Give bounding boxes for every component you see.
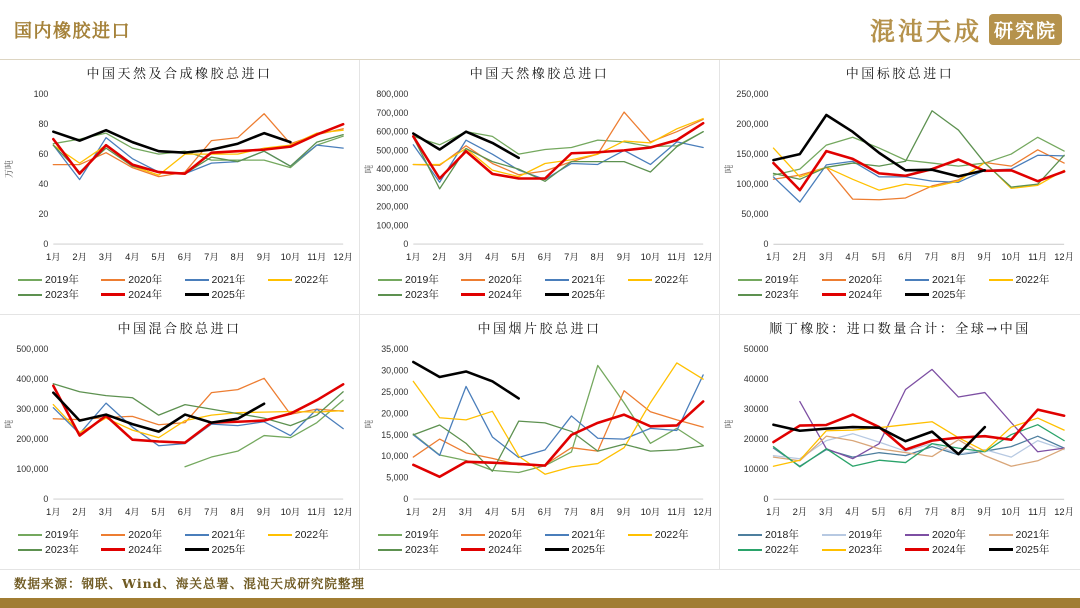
legend-label: 2023年 — [405, 544, 439, 556]
legend-item-2019年 — [18, 527, 101, 542]
legend-swatch-icon — [989, 548, 1013, 551]
legend-label: 2022年 — [654, 529, 689, 541]
legend-label: 2024年 — [128, 544, 163, 556]
legend-label: 2023年 — [405, 289, 439, 301]
svg-text:11月: 11月 — [1028, 251, 1048, 263]
legend-item-2025年 — [545, 287, 628, 302]
legend-label: 2021年 — [932, 274, 966, 286]
svg-text:6月: 6月 — [537, 251, 553, 262]
chart-cell-5 — [360, 315, 720, 570]
svg-text:11月: 11月 — [667, 251, 687, 262]
svg-text:4月: 4月 — [485, 251, 500, 262]
legend-item-2023年 — [18, 287, 101, 302]
svg-text:2月: 2月 — [72, 251, 87, 262]
legend-item-2020年 — [461, 527, 544, 542]
series-line-2020年 — [53, 114, 343, 177]
legend-swatch-icon — [545, 548, 569, 551]
svg-text:2月: 2月 — [432, 251, 447, 262]
svg-text:7月: 7月 — [564, 251, 579, 262]
series-line-2024年 — [413, 401, 703, 476]
legend-item-2022年 — [989, 272, 1073, 287]
chart-cell-3 — [720, 60, 1080, 315]
legend-swatch-icon — [628, 279, 652, 281]
series-line-2024年 — [53, 124, 343, 173]
svg-text:11月: 11月 — [307, 251, 327, 262]
legend-swatch-icon — [101, 548, 125, 551]
svg-text:4月: 4月 — [125, 251, 140, 262]
svg-text:7月: 7月 — [204, 251, 219, 262]
svg-text:8月: 8月 — [590, 251, 606, 262]
legend-label: 2022年 — [294, 274, 329, 286]
bottom-accent-bar — [0, 598, 1080, 608]
svg-text:1月: 1月 — [406, 251, 421, 262]
chart-legend — [4, 271, 355, 302]
legend-swatch-icon — [905, 548, 929, 551]
chart-plot — [4, 85, 355, 271]
series-line-2021年 — [773, 155, 1064, 202]
legend-item-2023年 — [822, 542, 906, 557]
svg-text:12月: 12月 — [1054, 251, 1075, 263]
legend-swatch-icon — [18, 534, 42, 536]
legend-item-2024年 — [101, 542, 184, 557]
legend-label: 2019年 — [848, 529, 883, 541]
svg-text:8月: 8月 — [230, 251, 246, 262]
legend-swatch-icon — [905, 534, 929, 536]
legend-label: 2021年 — [1015, 529, 1050, 541]
legend-item-2023年 — [378, 287, 461, 302]
chart-plot — [724, 340, 1076, 526]
legend-label: 2024年 — [488, 289, 523, 301]
legend-item-2022年 — [628, 272, 711, 287]
svg-text:9月: 9月 — [977, 251, 993, 263]
svg-text:50,000: 50,000 — [741, 209, 769, 220]
svg-text:6月: 6月 — [177, 251, 193, 262]
svg-text:100,000: 100,000 — [376, 220, 409, 231]
svg-text:40: 40 — [38, 179, 49, 190]
legend-label: 2020年 — [848, 274, 883, 286]
y-axis-label: 吨 — [364, 164, 374, 174]
legend-item-2024年 — [461, 287, 544, 302]
legend-swatch-icon — [101, 293, 125, 296]
chart-cell-1 — [0, 60, 360, 315]
chart-cell-6 — [720, 315, 1080, 570]
svg-text:0: 0 — [763, 494, 769, 505]
legend-item-2021年 — [185, 272, 268, 287]
svg-text:25,000: 25,000 — [381, 386, 409, 397]
chart-title: 中国混合胶总进口 — [117, 322, 242, 337]
svg-text:9月: 9月 — [616, 251, 632, 262]
svg-text:100,000: 100,000 — [736, 179, 769, 190]
svg-text:3月: 3月 — [818, 506, 834, 518]
svg-text:0: 0 — [763, 239, 769, 250]
svg-text:50000: 50000 — [743, 343, 769, 354]
svg-text:0: 0 — [403, 494, 409, 505]
svg-text:10月: 10月 — [640, 251, 661, 262]
svg-text:9月: 9月 — [256, 251, 272, 262]
svg-text:7月: 7月 — [204, 506, 219, 517]
svg-text:5月: 5月 — [511, 251, 526, 262]
legend-label: 2024年 — [488, 544, 523, 556]
svg-text:200,000: 200,000 — [376, 201, 409, 212]
svg-text:7月: 7月 — [924, 251, 940, 263]
chart-plot — [724, 85, 1076, 271]
legend-label: 2023年 — [45, 544, 79, 556]
svg-text:3月: 3月 — [98, 251, 114, 262]
chart-title: 中国烟片胶总进口 — [477, 322, 602, 337]
page-footer — [0, 570, 1080, 608]
svg-text:12月: 12月 — [1054, 506, 1075, 518]
legend-swatch-icon — [185, 534, 209, 536]
svg-text:200,000: 200,000 — [736, 118, 769, 129]
legend-item-2020年 — [822, 272, 906, 287]
legend-item-2021年 — [905, 272, 989, 287]
svg-text:20,000: 20,000 — [381, 408, 409, 419]
svg-text:6月: 6月 — [898, 251, 913, 263]
legend-swatch-icon — [738, 279, 762, 281]
svg-text:40000: 40000 — [743, 373, 769, 384]
legend-item-2019年 — [378, 527, 461, 542]
legend-swatch-icon — [545, 279, 569, 281]
svg-text:60: 60 — [38, 149, 49, 160]
legend-item-2025年 — [989, 542, 1073, 557]
legend-swatch-icon — [738, 549, 762, 551]
chart-plot — [4, 340, 355, 526]
legend-item-2021年 — [185, 527, 268, 542]
legend-swatch-icon — [378, 294, 402, 296]
svg-text:5月: 5月 — [151, 506, 166, 517]
svg-text:300,000: 300,000 — [16, 404, 49, 415]
legend-swatch-icon — [822, 549, 846, 551]
legend-swatch-icon — [738, 534, 762, 536]
y-axis-label: 吨 — [724, 164, 734, 174]
legend-item-2024年 — [461, 542, 544, 557]
svg-text:3月: 3月 — [98, 506, 114, 517]
svg-text:9月: 9月 — [616, 506, 632, 517]
brand-logo-text: 混沌天成 — [869, 16, 982, 46]
svg-text:10月: 10月 — [1001, 506, 1022, 518]
legend-label: 2025年 — [211, 544, 246, 556]
brand-logo — [870, 12, 1062, 48]
legend-label: 2019年 — [45, 274, 79, 286]
legend-label: 2020年 — [488, 529, 523, 541]
svg-text:6月: 6月 — [537, 506, 553, 517]
series-line-2025年 — [773, 115, 984, 176]
chart-plot — [364, 340, 715, 526]
legend-item-2023年 — [18, 542, 101, 557]
legend-item-2018年 — [738, 527, 822, 542]
legend-label: 2019年 — [405, 274, 439, 286]
page-title: 国内橡胶进口 — [14, 20, 131, 41]
legend-label: 2024年 — [128, 289, 163, 301]
legend-label: 2019年 — [45, 529, 79, 541]
svg-text:0: 0 — [403, 239, 409, 250]
data-source-note: 数据来源：钢联、Wind、海关总署、混沌天成研究院整理 — [14, 576, 365, 591]
brand-logo-badge: 研究院 — [989, 14, 1062, 45]
y-axis-label: 吨 — [4, 419, 14, 429]
svg-text:2月: 2月 — [432, 506, 447, 517]
svg-text:20000: 20000 — [743, 434, 769, 445]
svg-text:11月: 11月 — [667, 506, 687, 517]
svg-text:400,000: 400,000 — [376, 164, 409, 175]
series-line-2022年 — [413, 119, 703, 177]
series-line-2020年 — [800, 369, 1064, 458]
chart-legend — [4, 526, 355, 557]
legend-label: 2022年 — [294, 529, 329, 541]
legend-label: 2018年 — [765, 529, 799, 541]
series-line-2022年 — [413, 363, 703, 474]
chart-title: 顺丁橡胶：进口数量合计：全球→中国 — [769, 322, 1031, 337]
svg-text:2月: 2月 — [792, 251, 808, 263]
legend-label: 2022年 — [1015, 274, 1050, 286]
svg-text:150,000: 150,000 — [736, 149, 769, 160]
legend-label: 2025年 — [571, 289, 606, 301]
legend-item-2024年 — [905, 542, 989, 557]
series-line-2024年 — [413, 123, 703, 178]
svg-text:5月: 5月 — [871, 251, 887, 263]
legend-swatch-icon — [545, 534, 569, 536]
svg-text:0: 0 — [43, 239, 49, 250]
svg-text:35,000: 35,000 — [381, 344, 409, 355]
legend-label: 2025年 — [1015, 544, 1050, 556]
legend-swatch-icon — [905, 279, 929, 281]
legend-label: 2021年 — [571, 529, 606, 541]
legend-item-2025年 — [905, 287, 989, 302]
svg-text:11月: 11月 — [307, 506, 327, 517]
y-axis-label: 吨 — [724, 419, 734, 429]
chart-title: 中国标胶总进口 — [845, 67, 955, 82]
svg-text:12月: 12月 — [693, 251, 714, 262]
legend-item-2019年 — [18, 272, 101, 287]
legend-swatch-icon — [628, 534, 652, 536]
legend-label: 2019年 — [405, 529, 439, 541]
svg-text:1月: 1月 — [406, 506, 421, 517]
legend-swatch-icon — [989, 534, 1013, 536]
svg-text:2月: 2月 — [72, 506, 87, 517]
svg-text:100,000: 100,000 — [16, 464, 49, 475]
svg-text:4月: 4月 — [845, 251, 861, 263]
legend-label: 2021年 — [211, 274, 246, 286]
svg-text:10月: 10月 — [1001, 251, 1022, 263]
legend-label: 2022年 — [765, 544, 799, 556]
series-line-2025年 — [413, 362, 518, 398]
chart-title: 中国天然及合成橡胶总进口 — [86, 67, 273, 82]
legend-item-2021年 — [545, 272, 628, 287]
chart-legend — [724, 271, 1076, 302]
svg-text:3月: 3月 — [458, 506, 474, 517]
legend-label: 2022年 — [654, 274, 689, 286]
chart-title: 中国天然橡胶总进口 — [469, 67, 610, 82]
legend-item-2022年 — [268, 527, 351, 542]
legend-item-2019年 — [738, 272, 822, 287]
svg-text:500,000: 500,000 — [376, 145, 409, 156]
svg-text:20: 20 — [38, 209, 49, 220]
legend-swatch-icon — [822, 293, 846, 296]
legend-swatch-icon — [268, 279, 292, 281]
legend-swatch-icon — [738, 294, 762, 296]
legend-swatch-icon — [545, 293, 569, 296]
legend-label: 2025年 — [932, 289, 966, 301]
series-line-2021年 — [413, 375, 703, 458]
legend-label: 2024年 — [848, 289, 883, 301]
svg-text:4月: 4月 — [125, 506, 140, 517]
svg-text:6月: 6月 — [177, 506, 193, 517]
legend-item-2019年 — [822, 527, 906, 542]
legend-swatch-icon — [989, 279, 1013, 281]
svg-text:5月: 5月 — [511, 506, 526, 517]
legend-item-2020年 — [905, 527, 989, 542]
svg-text:9月: 9月 — [256, 506, 272, 517]
legend-item-2025年 — [185, 542, 268, 557]
series-line-2025年 — [413, 132, 518, 158]
series-line-2021年 — [53, 138, 343, 180]
svg-text:8月: 8月 — [230, 506, 246, 517]
series-line-2019年 — [413, 132, 703, 154]
svg-text:1月: 1月 — [46, 251, 61, 262]
legend-swatch-icon — [378, 534, 402, 536]
legend-swatch-icon — [18, 549, 42, 551]
legend-swatch-icon — [101, 279, 125, 281]
legend-label: 2024年 — [932, 544, 966, 556]
legend-swatch-icon — [18, 294, 42, 296]
legend-item-2023年 — [738, 287, 822, 302]
chart-legend — [364, 526, 715, 557]
svg-text:12月: 12月 — [333, 251, 354, 262]
svg-text:1月: 1月 — [766, 506, 781, 518]
svg-text:3月: 3月 — [458, 251, 474, 262]
svg-text:10月: 10月 — [280, 506, 301, 517]
legend-label: 2023年 — [765, 289, 799, 301]
chart-legend — [724, 526, 1076, 557]
page-header — [0, 0, 1080, 60]
svg-text:30000: 30000 — [743, 404, 769, 415]
svg-text:500,000: 500,000 — [16, 344, 49, 355]
svg-text:12月: 12月 — [333, 506, 354, 517]
legend-swatch-icon — [268, 534, 292, 536]
y-axis-label: 吨 — [364, 419, 374, 429]
svg-text:250,000: 250,000 — [736, 88, 769, 99]
svg-text:2月: 2月 — [792, 506, 808, 518]
legend-item-2023年 — [378, 542, 461, 557]
svg-text:15,000: 15,000 — [381, 429, 409, 440]
legend-swatch-icon — [101, 534, 125, 536]
svg-text:7月: 7月 — [924, 506, 940, 518]
svg-text:11月: 11月 — [1028, 506, 1048, 518]
svg-text:8月: 8月 — [951, 506, 966, 518]
legend-swatch-icon — [461, 534, 485, 536]
svg-text:300,000: 300,000 — [376, 182, 409, 193]
svg-text:30,000: 30,000 — [381, 365, 409, 376]
legend-swatch-icon — [822, 534, 846, 536]
legend-label: 2020年 — [128, 274, 163, 286]
chart-cell-2 — [360, 60, 720, 315]
svg-text:0: 0 — [43, 494, 49, 505]
svg-text:6月: 6月 — [898, 506, 913, 518]
legend-item-2020年 — [461, 272, 544, 287]
legend-label: 2021年 — [211, 529, 246, 541]
svg-text:8月: 8月 — [951, 251, 966, 263]
svg-text:8月: 8月 — [590, 506, 606, 517]
chart-plot — [364, 85, 715, 271]
legend-item-2025年 — [185, 287, 268, 302]
legend-swatch-icon — [18, 279, 42, 281]
charts-grid — [0, 60, 1080, 570]
legend-swatch-icon — [185, 293, 209, 296]
legend-label: 2025年 — [211, 289, 246, 301]
chart-cell-4 — [0, 315, 360, 570]
svg-text:10月: 10月 — [280, 251, 301, 262]
legend-item-2019年 — [378, 272, 461, 287]
svg-text:4月: 4月 — [485, 506, 500, 517]
svg-text:800,000: 800,000 — [376, 89, 409, 100]
svg-text:3月: 3月 — [818, 251, 834, 263]
legend-label: 2020年 — [932, 529, 966, 541]
svg-text:4月: 4月 — [845, 506, 861, 518]
svg-text:80: 80 — [38, 119, 49, 130]
legend-swatch-icon — [378, 279, 402, 281]
svg-text:7月: 7月 — [564, 506, 579, 517]
legend-label: 2020年 — [488, 274, 523, 286]
svg-text:100: 100 — [33, 89, 49, 100]
svg-text:5,000: 5,000 — [386, 472, 409, 483]
legend-swatch-icon — [185, 548, 209, 551]
legend-item-2025年 — [545, 542, 628, 557]
y-axis-label: 万吨 — [4, 160, 14, 178]
svg-text:10月: 10月 — [640, 506, 661, 517]
chart-legend — [364, 271, 715, 302]
legend-item-2020年 — [101, 527, 184, 542]
svg-text:5月: 5月 — [151, 251, 166, 262]
svg-text:700,000: 700,000 — [376, 107, 409, 118]
legend-label: 2025年 — [571, 544, 606, 556]
svg-text:200,000: 200,000 — [16, 434, 49, 445]
legend-item-2020年 — [101, 272, 184, 287]
legend-item-2021年 — [989, 527, 1073, 542]
svg-text:5月: 5月 — [871, 506, 887, 518]
svg-text:600,000: 600,000 — [376, 126, 409, 137]
legend-item-2022年 — [268, 272, 351, 287]
legend-swatch-icon — [461, 279, 485, 281]
svg-text:1月: 1月 — [46, 506, 61, 517]
legend-swatch-icon — [905, 293, 929, 296]
legend-label: 2023年 — [45, 289, 79, 301]
svg-text:10000: 10000 — [743, 464, 769, 475]
legend-label: 2023年 — [848, 544, 883, 556]
legend-item-2024年 — [822, 287, 906, 302]
legend-swatch-icon — [461, 293, 485, 296]
svg-text:400,000: 400,000 — [16, 374, 49, 385]
legend-swatch-icon — [461, 548, 485, 551]
series-line-2019年 — [185, 400, 343, 467]
legend-item-2022年 — [628, 527, 711, 542]
legend-item-2021年 — [545, 527, 628, 542]
legend-item-2024年 — [101, 287, 184, 302]
legend-label: 2020年 — [128, 529, 163, 541]
svg-text:10,000: 10,000 — [381, 451, 409, 462]
svg-text:12月: 12月 — [693, 506, 714, 517]
legend-label: 2019年 — [765, 274, 799, 286]
legend-item-2022年 — [738, 542, 822, 557]
legend-swatch-icon — [378, 549, 402, 551]
legend-swatch-icon — [822, 279, 846, 281]
svg-text:9月: 9月 — [977, 506, 993, 518]
legend-label: 2021年 — [571, 274, 606, 286]
legend-swatch-icon — [185, 279, 209, 281]
svg-text:1月: 1月 — [766, 251, 781, 263]
